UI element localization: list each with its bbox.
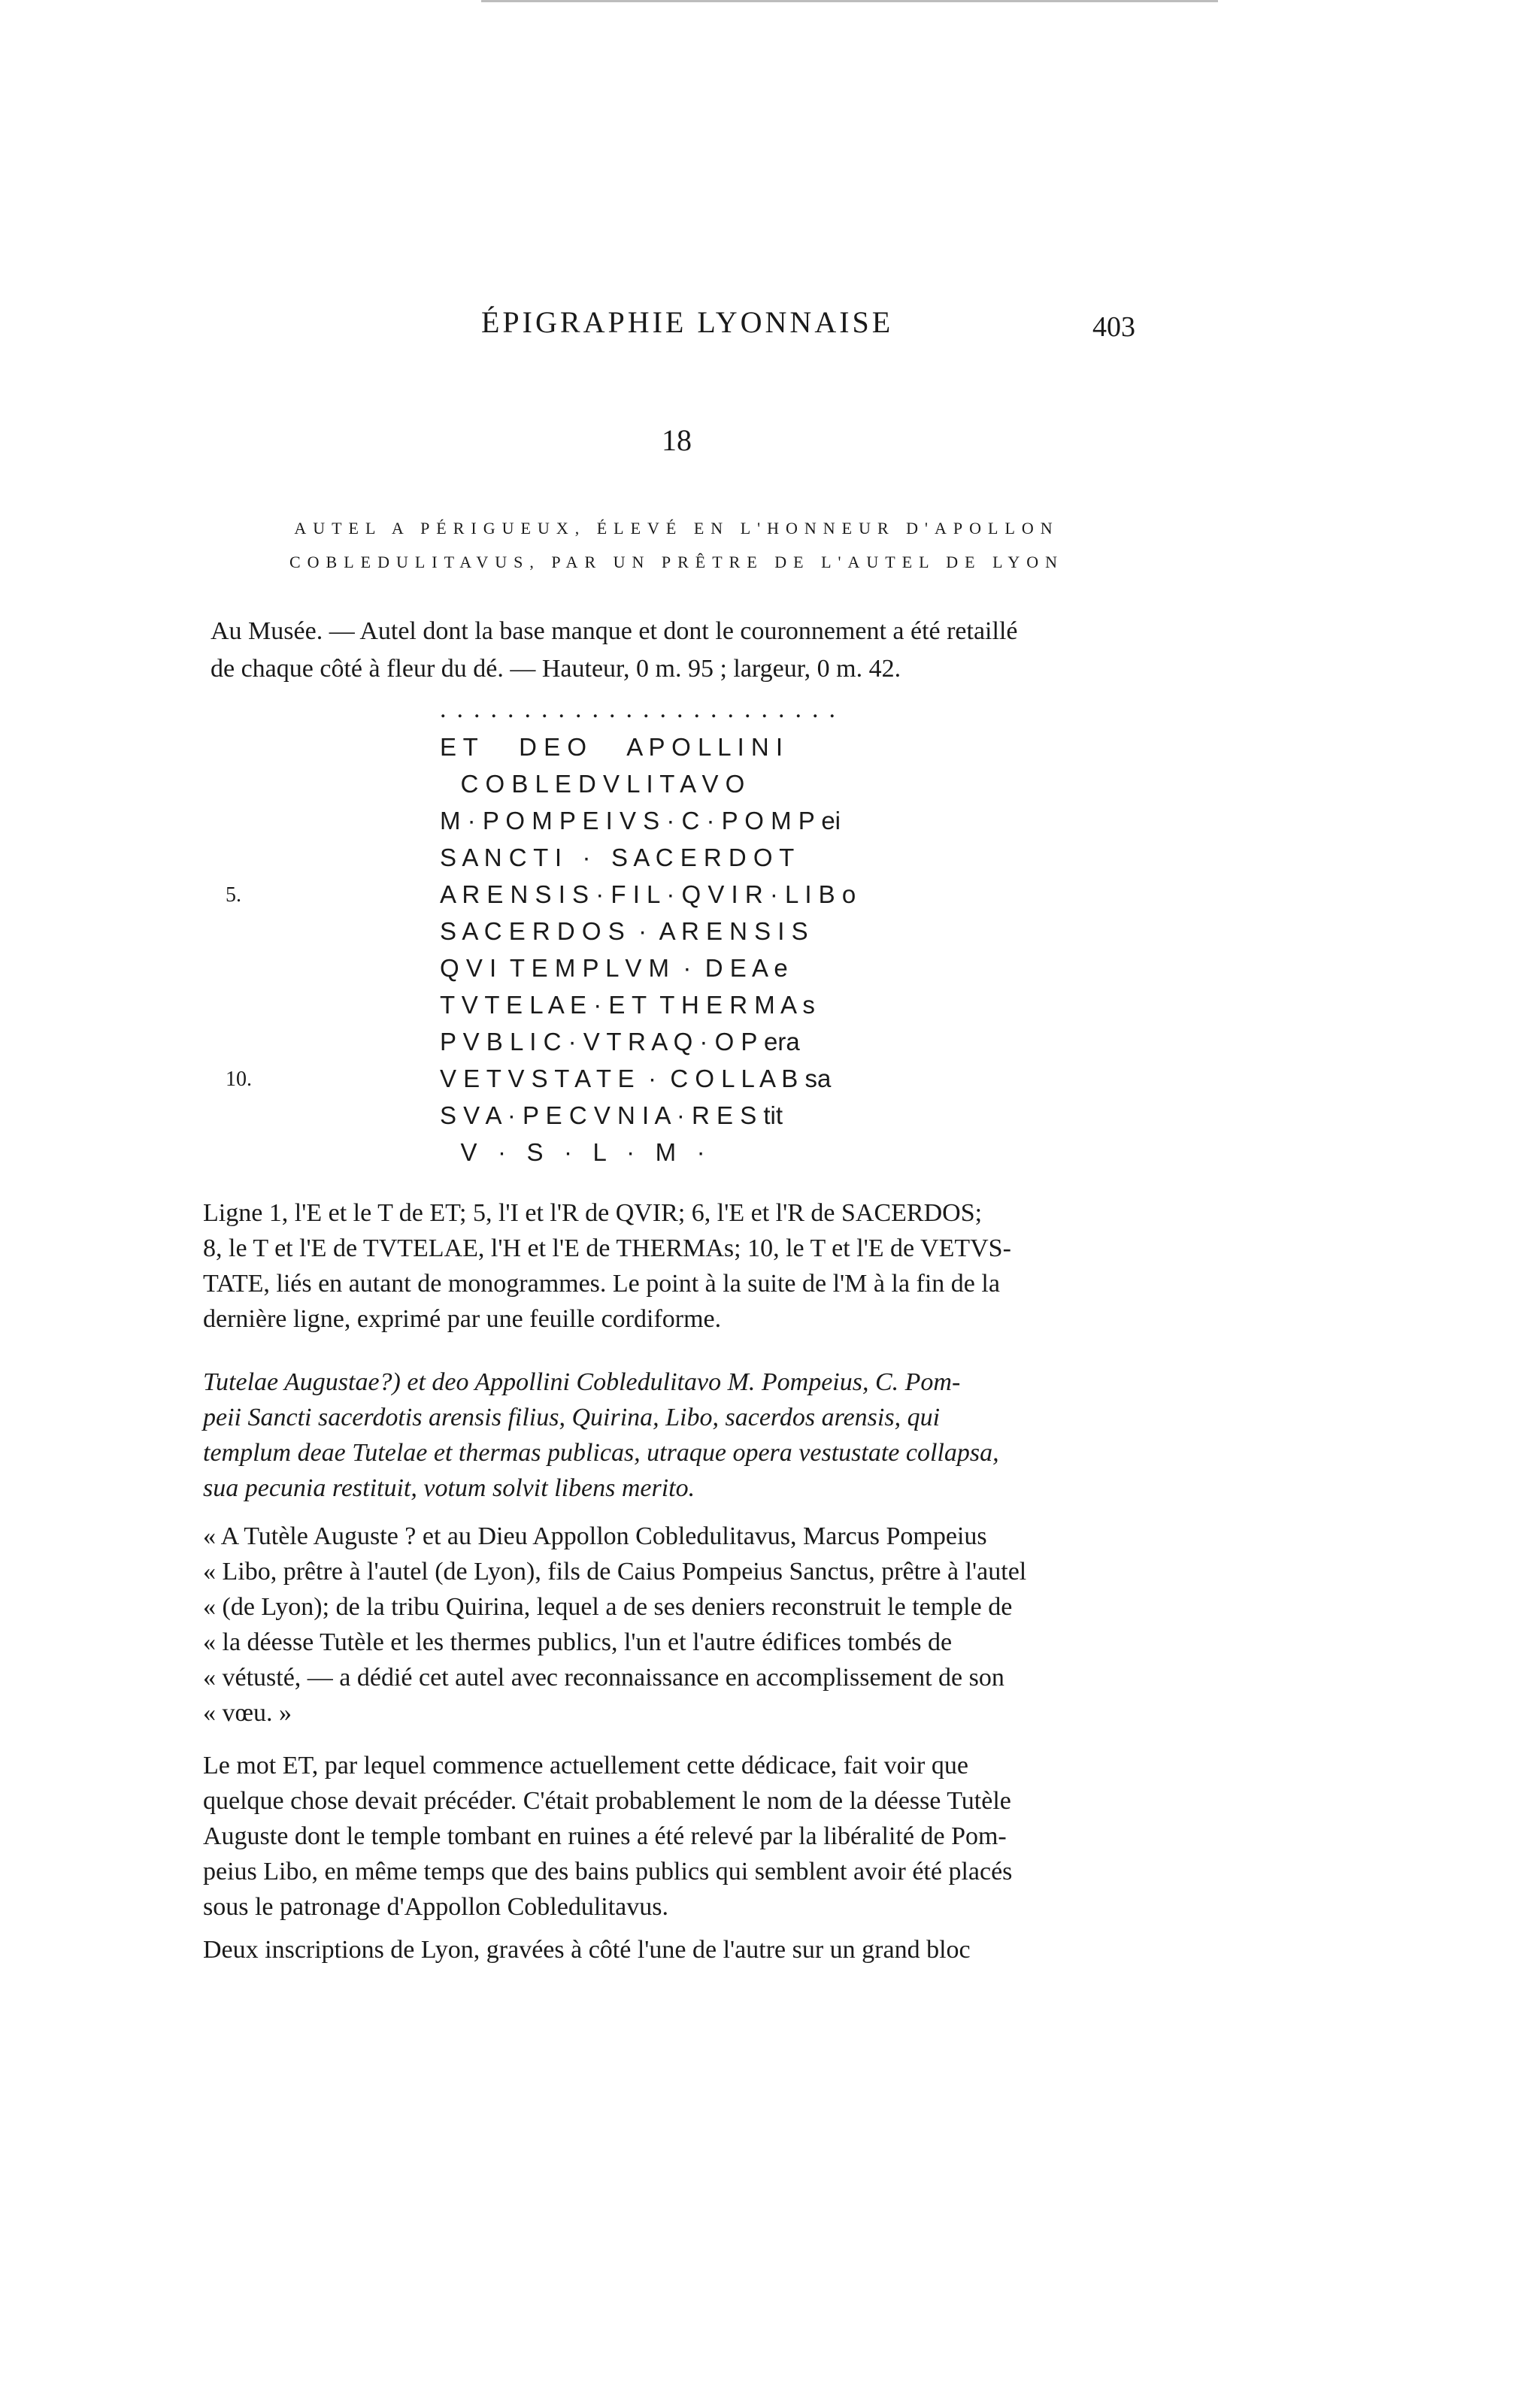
- transcription-paragraph: [203, 1365, 1139, 1506]
- section-heading-line: AUTEL A PÉRIGUEUX, ÉLEVÉ EN L'HONNEUR D'APOLLON: [294, 519, 1059, 538]
- text-line: templum deae Tutelae et thermas publicas, utraque opera vestustate collapsa,: [203, 1439, 999, 1467]
- inscription-line: T V T E L A E · E T T H E R M A s: [440, 991, 815, 1019]
- text-line: « Libo, prêtre à l'autel (de Lyon), fils de Caius Pompeius Sanctus, prêtre à l'autel: [203, 1558, 1027, 1586]
- inscription-line: P V B L I C · V T R A Q · O P era: [440, 1028, 800, 1056]
- text-line: Auguste dont le temple tombant en ruines a été relevé par la libéralité de Pom-: [203, 1822, 1007, 1850]
- text-line: sua pecunia restituit, votum solvit libens merito.: [203, 1474, 695, 1502]
- inscription-line: A R E N S I S · F I L · Q V I R · L I B o: [440, 880, 856, 908]
- text-line: sous le patronage d'Appollon Cobledulitavus.: [203, 1893, 668, 1921]
- closing-paragraph: [203, 1932, 1139, 1967]
- text-line: Le mot ET, par lequel commence actuellement cette dédicace, fait voir que: [203, 1752, 968, 1779]
- running-title: ÉPIGRAPHIE LYONNAISE: [481, 305, 894, 339]
- inscription-line: V E T V S T A T E · C O L L A B sa: [440, 1065, 832, 1092]
- inscription-line: S V A · P E C V N I A · R E S tit: [440, 1101, 783, 1129]
- text-line: Tutelae Augustae?) et deo Appollini Cobledulitavo M. Pompeius, C. Pom-: [203, 1368, 961, 1396]
- inscription-line-number: 10.: [226, 1068, 252, 1091]
- page-number: 403: [1092, 311, 1135, 343]
- text-line: peii Sancti sacerdotis arensis filius, Quirina, Libo, sacerdos arensis, qui: [203, 1404, 941, 1431]
- text-line: « (de Lyon); de la tribu Quirina, lequel a de ses deniers reconstruit le temple de: [203, 1593, 1013, 1621]
- inscription-line: E T D E O A P O L L I N I: [440, 733, 783, 761]
- text-line: « A Tutèle Auguste ? et au Dieu Appollon Cobledulitavus, Marcus Pompeius: [203, 1522, 987, 1550]
- commentary-paragraph: [203, 1748, 1139, 1925]
- text-line: dernière ligne, exprimé par une feuille cordiforme.: [203, 1305, 722, 1333]
- text-line: « vétusté, — a dédié cet autel avec reconnaissance en accomplissement de son: [203, 1664, 1004, 1692]
- notes-paragraph: [203, 1195, 1139, 1337]
- text-line: Ligne 1, l'E et le T de ET; 5, l'I et l'R de QVIR; 6, l'E et l'R de SACERDOS;: [203, 1199, 983, 1227]
- inscription-line: V · S · L · M ·: [440, 1138, 705, 1166]
- inscription-line: C O B L E D V L I T A V O: [440, 770, 745, 798]
- translation-paragraph: [203, 1519, 1139, 1731]
- text-line: 8, le T et l'E de TVTELAE, l'H et l'E de THERMAs; 10, le T et l'E de VETVS-: [203, 1234, 1011, 1262]
- inscription-line: S A C E R D O S · A R E N S I S: [440, 917, 808, 945]
- text-line: Deux inscriptions de Lyon, gravées à côté l'une de l'autre sur un grand bloc: [203, 1936, 971, 1964]
- text-line: de chaque côté à fleur du dé. — Hauteur, 0 m. 95 ; largeur, 0 m. 42.: [211, 655, 901, 683]
- text-line: « la déesse Tutèle et les thermes publics, l'un et l'autre édifices tombés de: [203, 1628, 953, 1656]
- inscription-line: S A N C T I · S A C E R D O T: [440, 844, 795, 871]
- page-header: [211, 304, 1143, 357]
- inscription-line: Q V I T E M P L V M · D E A e: [440, 954, 788, 982]
- lacuna-dots: ........................: [440, 695, 846, 723]
- text-line: Au Musée. — Autel dont la base manque et dont le couronnement a été retaillé: [211, 617, 1018, 645]
- text-line: peius Libo, en même temps que des bains publics qui semblent avoir été placés: [203, 1858, 1013, 1886]
- top-rule: [481, 0, 1218, 2]
- text-line: « vœu. »: [203, 1699, 292, 1727]
- text-line: quelque chose devait précéder. C'était probablement le nom de la déesse Tutèle: [203, 1787, 1011, 1815]
- inscription-line: M · P O M P E I V S · C · P O M P ei: [440, 807, 841, 834]
- entry-number: 18: [662, 423, 692, 457]
- section-heading-line: COBLEDULITAVUS, PAR UN PRÊTRE DE L'AUTEL DE LYON: [289, 553, 1065, 571]
- text-line: TATE, liés en autant de monogrammes. Le point à la suite de l'M à la fin de la: [203, 1270, 1000, 1298]
- intro-paragraph: [211, 613, 1143, 688]
- inscription-line-number: 5.: [226, 883, 241, 907]
